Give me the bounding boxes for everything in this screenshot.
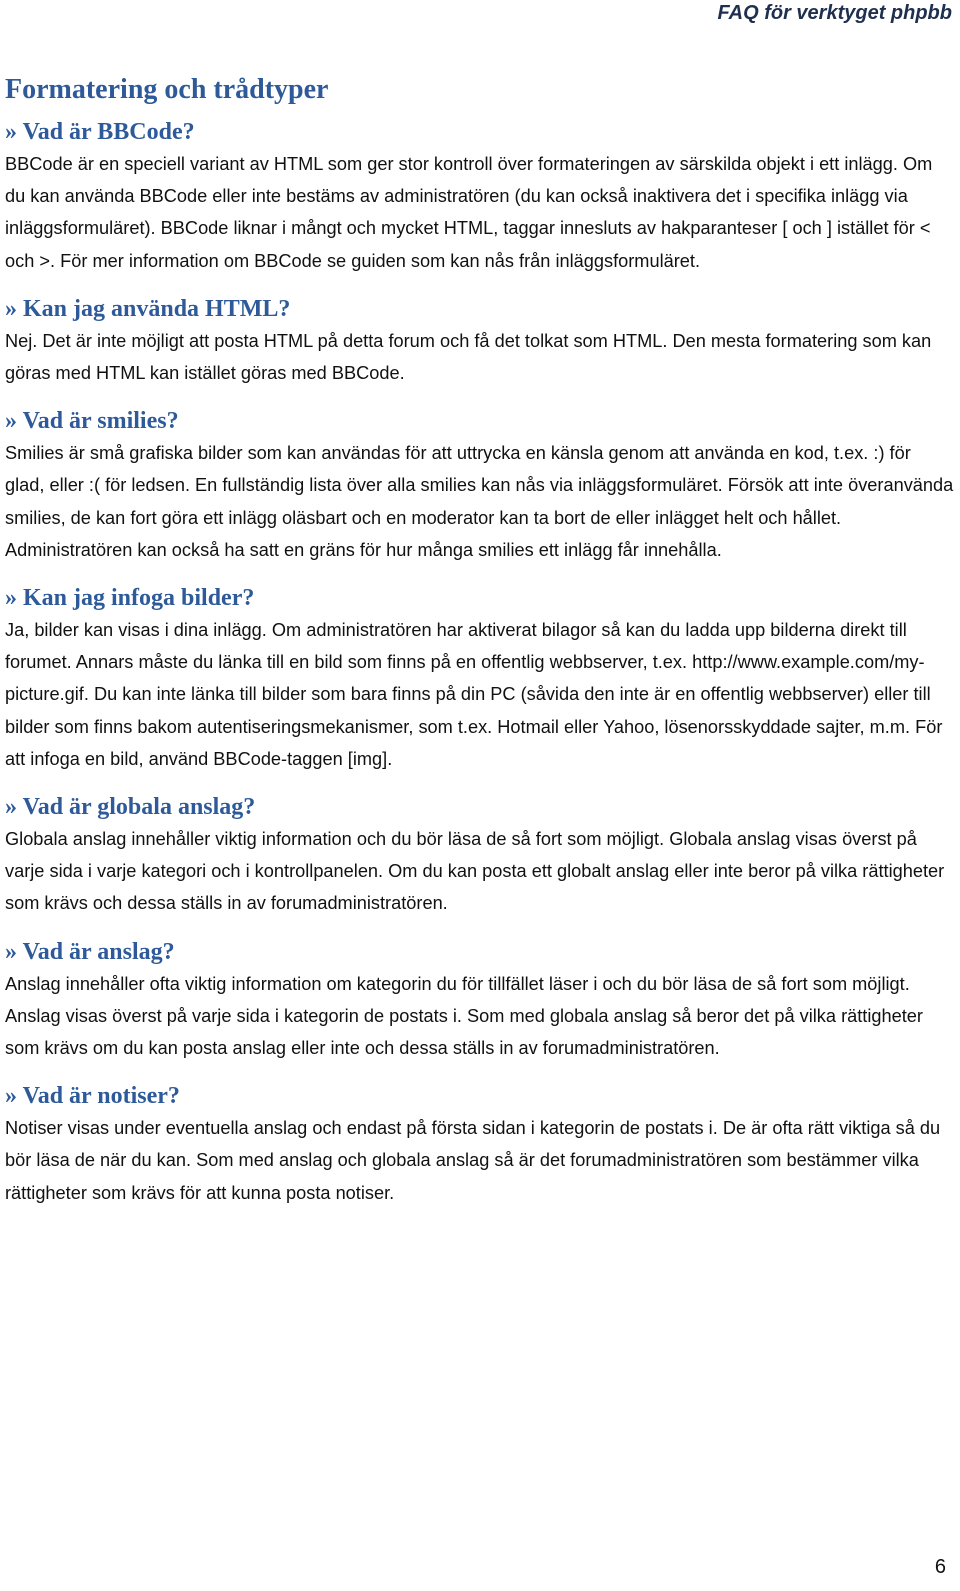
faq-item-announcements: [5, 936, 955, 1065]
faq-answer: BBCode är en speciell variant av HTML som ger stor kontroll över formateringen av särskilda objekt i ett inlägg. Om du kan använda BBCode eller inte bestäms av administratören (du kan också inaktivera det i specifika inlägg via inläggsformuläret). BBCode liknar i mångt och mycket HTML, taggar innesluts av hakparanteser [ och ] istället för < och >. För mer information om BBCode se guiden som kan nås från inläggsformuläret.: [5, 154, 933, 271]
faq-question: » Vad är smilies?: [5, 408, 179, 435]
faq-item-stickies: [5, 1080, 955, 1209]
running-header: FAQ för verktyget phpbb: [717, 2, 952, 24]
faq-question: » Vad är BBCode?: [5, 119, 195, 145]
page-number: 6: [934, 1556, 946, 1578]
faq-answer: Anslag innehåller ofta viktig information om kategorin du för tillfället läser i och du bör läsa de så fort som möjligt. Anslag visas överst på varje sida i kategorin de postats i. Som med globala anslag så beror det på vilka rättigheter som krävs om du kan posta anslag eller inte och dessa ställs in av forumadministratören.: [5, 973, 923, 1059]
faq-item-html: [5, 293, 955, 389]
faq-answer: Globala anslag innehåller viktig information och du bör läsa de så fort som möjligt. Globala anslag visas överst på varje sida i varje kategori och i kontrollpanelen. Om du kan posta ett globalt anslag eller inte beror på vilka rättigheter som krävs och dessa ställs in av forumadministratören.: [5, 829, 945, 914]
faq-question: » Vad är notiser?: [5, 1083, 180, 1110]
document-body: [5, 70, 955, 1209]
faq-question: » Kan jag infoga bilder?: [5, 585, 255, 612]
section-title: Formatering och trådtyper: [5, 74, 329, 105]
faq-answer: Ja, bilder kan visas i dina inlägg. Om administratören har aktiverat bilagor så kan du ladda upp bilderna direkt till forumet. Annars måste du länka till en bild som finns på en offentlig webbserver, t.ex. http://www.example.com/my-picture.gif. Du kan inte länka till bilder som bara finns på din PC (såvida den inte är en offentlig webbserver) eller till bilder som finns bakom autentiseringsmekanismer, som t.ex. Hotmail eller Yahoo, lösenorsskyddade sajter, m.m. För att infoga en bild, använd BBCode-taggen [img].: [5, 620, 943, 769]
faq-item-images: [5, 582, 955, 775]
faq-item-bbcode: [5, 116, 955, 277]
faq-answer: Nej. Det är inte möjligt att posta HTML på detta forum och få det tolkat som HTML. Den mesta formatering som kan göras med HTML kan istället göras med BBCode.: [5, 330, 932, 384]
faq-answer: Notiser visas under eventuella anslag och endast på första sidan i kategorin de postats i. De är ofta rätt viktiga så du bör läsa de när du kan. Som med anslag och globala anslag så är det forumadministratören som bestämmer vilka rättigheter som krävs för att kunna posta notiser.: [5, 1118, 941, 1203]
faq-question: » Kan jag använda HTML?: [5, 295, 291, 322]
faq-question: » Vad är anslag?: [5, 938, 175, 965]
faq-question: » Vad är globala anslag?: [5, 794, 256, 821]
faq-item-global-announcements: [5, 791, 955, 920]
faq-item-smilies: [5, 405, 955, 566]
faq-answer: Smilies är små grafiska bilder som kan användas för att uttrycka en känsla genom att använda en kod, t.ex. :) för glad, eller :( för ledsen. En fullständig lista över alla smilies kan nås via inläggsformuläret. Försök att inte överanvända smilies, de kan fort göra ett inlägg oläsbart och en moderator kan ta bort de eller inlägget helt och hållet. Administratören kan också ha satt en gräns för hur många smilies ett inlägg får innehålla.: [5, 443, 954, 560]
